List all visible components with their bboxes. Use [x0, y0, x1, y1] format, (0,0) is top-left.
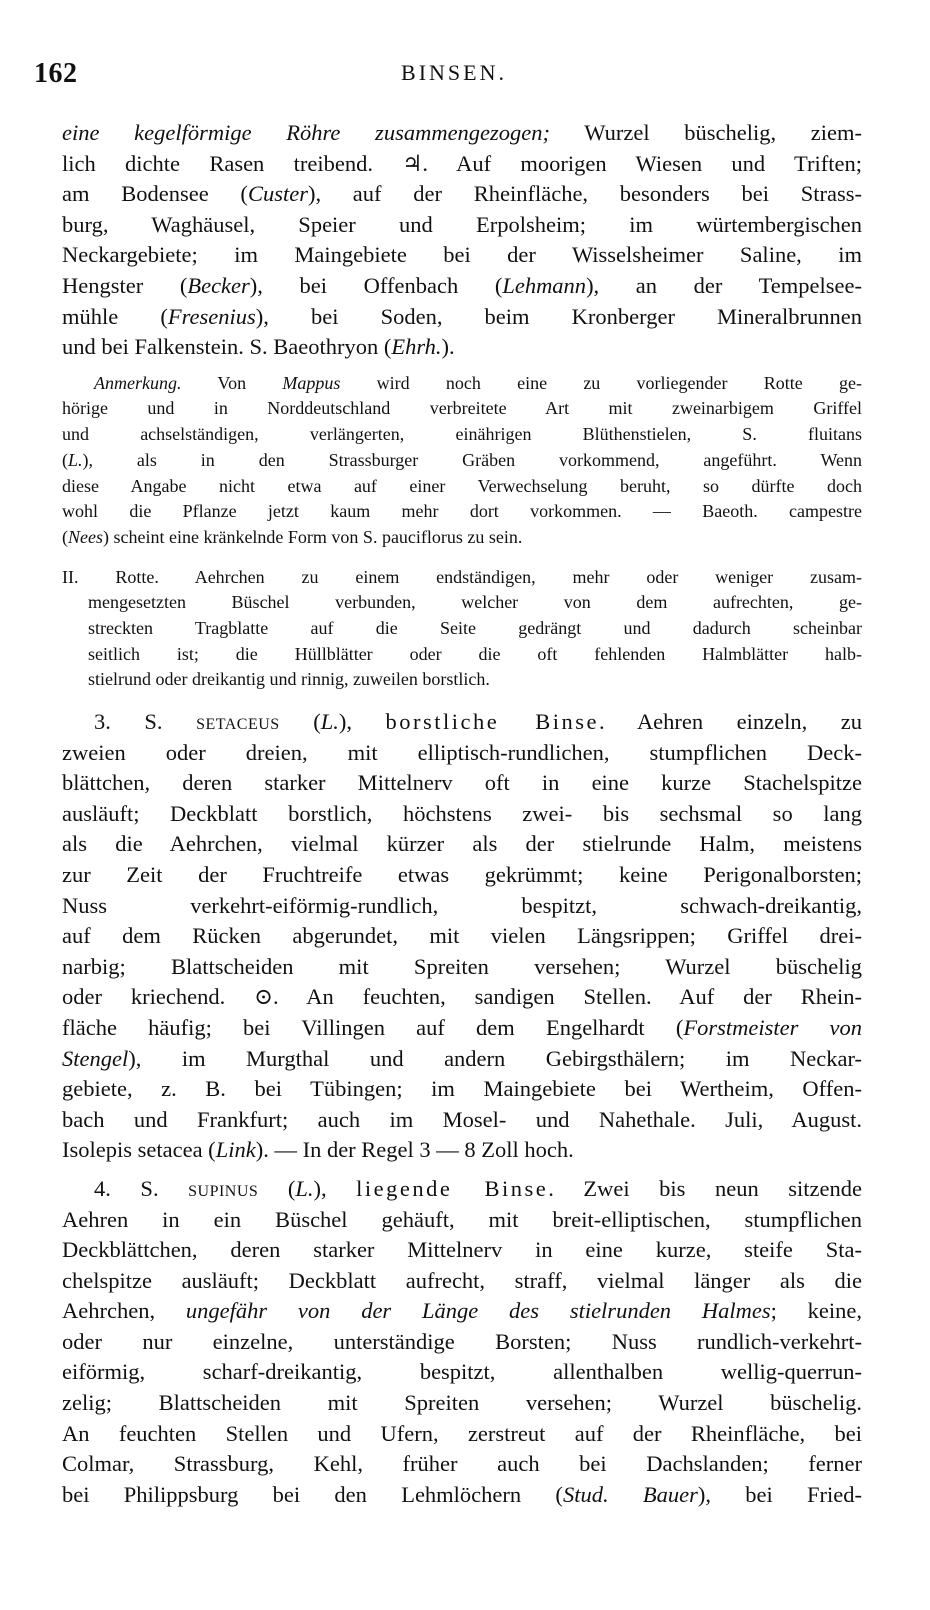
text-line: burg, Waghäusel, Speier und Erpolsheim; im würtembergischen: [62, 211, 862, 237]
rotte-line: streckten Tragblatte auf die Seite gedrängt und dadurch scheinbar: [88, 617, 862, 638]
text-line: Isolepis setacea (Link). — In der Regel 3 — 8 Zoll hoch.: [62, 1137, 574, 1163]
page-header: [34, 58, 874, 92]
text-line: lich dichte Rasen treibend. ♃. Auf moorigen Wiesen und Triften;: [62, 150, 862, 176]
text-line: oder kriechend. ⊙. An feuchten, sandigen Stellen. Auf der Rhein-: [62, 984, 862, 1010]
text-line: zelig; Blattscheiden mit Spreiten versehen; Wurzel büschelig.: [62, 1390, 862, 1416]
rotte-line: stielrund oder dreikantig und rinnig, zuweilen borstlich.: [88, 669, 490, 690]
text-line: chelspitze ausläuft; Deckblatt aufrecht, straff, vielmal länger als die: [62, 1267, 862, 1293]
text-line: An feuchten Stellen und Ufern, zerstreut auf der Rheinfläche, bei: [62, 1420, 862, 1446]
text-line: bei Philippsburg bei den Lehmlöchern (Stud. Bauer), bei Fried-: [62, 1481, 863, 1507]
text-line: am Bodensee (Custer), auf der Rheinfläche, besonders bei Strass-: [62, 181, 862, 207]
text-line: blättchen, deren starker Mittelnerv oft in eine kurze Stachelspitze: [62, 770, 862, 796]
species-supinus: [62, 1174, 862, 1511]
text-line: oder nur einzelne, unterständige Borsten; Nuss rundlich-verkehrt-: [62, 1328, 862, 1354]
text-line: zur Zeit der Fruchtreife etwas gekrümmt; keine Perigonalborsten;: [62, 861, 862, 887]
text-line: Stengel), im Murgthal und andern Gebirgsthälern; im Neckar-: [62, 1045, 862, 1071]
text-line: 3. S. setaceus (L.), borstliche Binse. Aehren einzeln, zu: [94, 709, 863, 734]
text-line: bach und Frankfurt; auch im Mosel- und Nahethale. Juli, August.: [62, 1106, 862, 1132]
text-line: Aehrchen, ungefähr von der Länge des stielrunden Halmes; keine,: [62, 1298, 862, 1324]
note-line: hörige und in Norddeutschland verbreitete Art mit zweinarbigem Griffel: [62, 398, 862, 419]
rotte-line: II. Rotte. Aehrchen zu einem endständigen, mehr oder weniger zusam-: [62, 566, 862, 587]
text-line: 4. S. supinus (L.), liegende Binse. Zwei bis neun sitzende: [94, 1175, 862, 1201]
text-line: eiförmig, scharf-dreikantig, bespitzt, allenthalben wellig-querrun-: [62, 1359, 862, 1385]
text-line: narbig; Blattscheiden mit Spreiten versehen; Wurzel büschelig: [62, 953, 862, 979]
rotte-line: seitlich ist; die Hüllblätter oder die oft fehlenden Halmblätter halb-: [88, 643, 862, 664]
text-line: zweien oder dreien, mit elliptisch-rundlichen, stumpflichen Deck-: [62, 739, 862, 765]
text-line: Aehren in ein Büschel gehäuft, mit breit-elliptischen, stumpflichen: [62, 1206, 862, 1232]
text-line: Deckblättchen, deren starker Mittelnerv in eine kurze, steife Sta-: [62, 1237, 862, 1263]
page-body: [62, 118, 862, 1510]
section-rotte-ii: [62, 565, 862, 693]
running-title: BINSEN.: [401, 60, 507, 85]
note-line: und achselständigen, verlängerten, einährigen Blüthenstielen, S. fluitans: [62, 424, 862, 445]
text-line: ausläuft; Deckblatt borstlich, höchstens zwei- bis sechsmal so lang: [62, 800, 862, 826]
note-line: diese Angabe nicht etwa auf einer Verwechselung beruht, so dürfte doch: [62, 475, 862, 496]
note-line: (Nees) scheint eine kränkelnde Form von S. pauciflorus zu sein.: [62, 526, 523, 547]
text-line: mühle (Fresenius), bei Soden, beim Kronberger Mineralbrunnen: [62, 303, 863, 329]
rotte-line: mengesetzten Büschel verbunden, welcher von dem aufrechten, ge-: [88, 592, 862, 613]
text-line: auf dem Rücken abgerundet, mit vielen Längsrippen; Griffel drei-: [62, 923, 862, 949]
note-line: Anmerkung. Von Mappus wird noch eine zu vorliegender Rotte ge-: [94, 372, 862, 393]
species-setaceus: [62, 707, 862, 1166]
text-line: Nuss verkehrt-eiförmig-rundlich, bespitzt, schwach-dreikantig,: [62, 892, 862, 918]
note-line: (L.), als in den Strassburger Gräben vorkommend, angeführt. Wenn: [62, 449, 862, 470]
text-line: als die Aehrchen, vielmal kürzer als der stielrunde Halm, meistens: [62, 831, 862, 857]
text-line: Hengster (Becker), bei Offenbach (Lehmann), an der Tempelsee-: [62, 272, 862, 298]
text-line: Neckargebiete; im Maingebiete bei der Wisselsheimer Saline, im: [62, 242, 862, 268]
text-line: eine kegelförmige Röhre zusammengezogen; Wurzel büschelig, ziem-: [62, 120, 862, 145]
note-line: wohl die Pflanze jetzt kaum mehr dort vorkommen. — Baeoth. campestre: [62, 501, 862, 522]
page-number: 162: [34, 58, 78, 89]
text-line: fläche häufig; bei Villingen auf dem Engelhardt (Forstmeister von: [62, 1014, 863, 1040]
paragraph-scirpus-continued: [62, 118, 862, 363]
text-line: gebiete, z. B. bei Tübingen; im Maingebiete bei Wertheim, Offen-: [62, 1076, 862, 1102]
text-line: Colmar, Strassburg, Kehl, früher auch bei Dachslanden; ferner: [62, 1451, 862, 1477]
annotation-note: [62, 371, 862, 551]
text-line: und bei Falkenstein. S. Baeothryon (Ehrh.).: [62, 334, 455, 360]
